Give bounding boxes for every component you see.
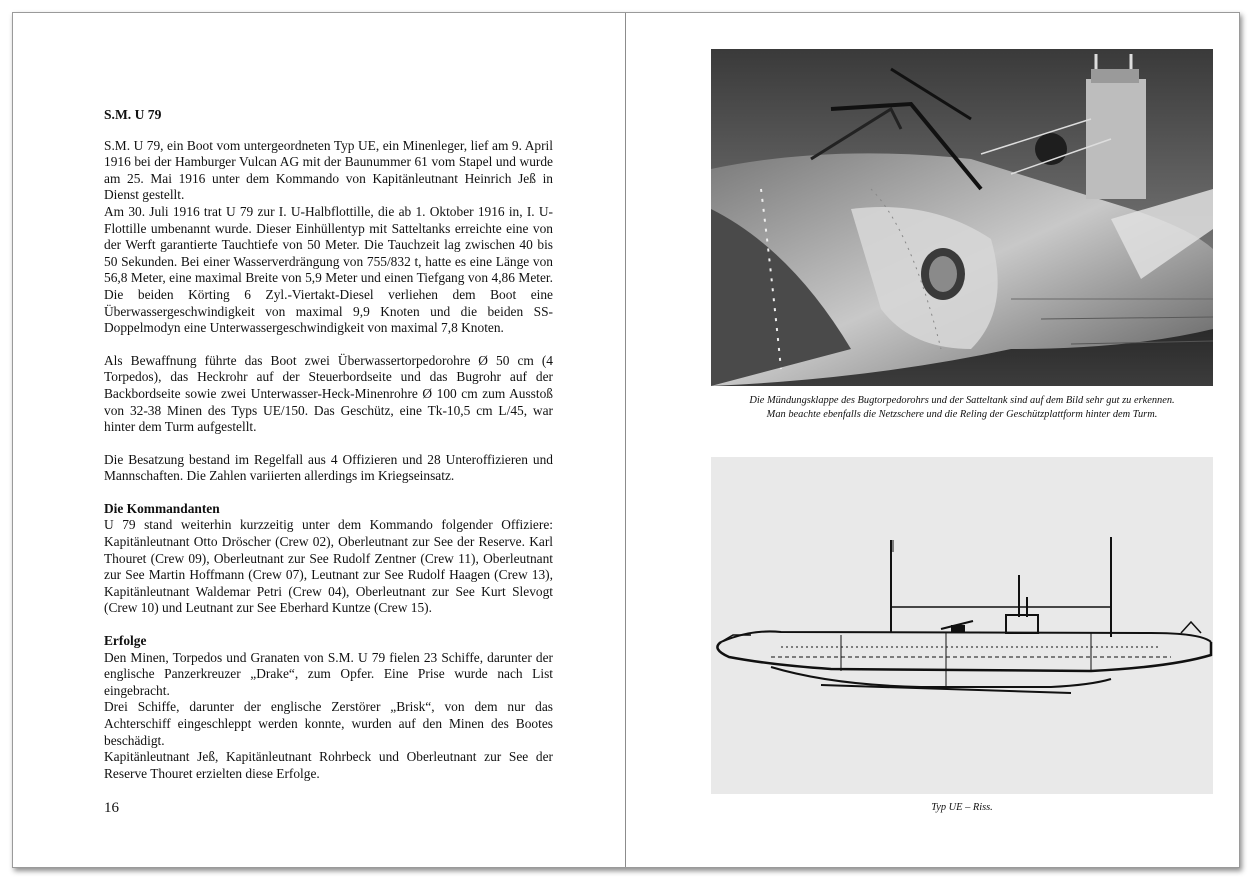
right-page (626, 13, 1239, 867)
paragraph-intro: S.M. U 79, ein Boot vom untergeordneten Typ UE, ein Minenleger, lief am 9. April 1916 bei der Hamburger Vulcan AG mit der Baunummer 61 vom Stapel und wurde am 25. Mai 1916 unter dem Kommando von Kapitänleutnant Heinrich Jeß in Dienst gestellt. (104, 137, 553, 203)
submarine-profile-drawing (711, 457, 1213, 794)
photo-caption (711, 394, 1213, 422)
paragraph-specs: Am 30. Juli 1916 trat U 79 zur I. U-Halbflottille, die ab 1. Oktober 1916 in, I. U-Flottille umbenannt wurde. Dieser Einhüllentyp mit Satteltanks erreichte eine von der Werft garantierte Tauchtiefe von 50 Meter. Die Tauchzeit lag zwischen 40 bis 50 Sekunden. Bei einer Wasserverdrängung von 755/832 t, hatte es eine Länge von 56,8 Meter, eine maximal Breite von 5,9 Meter und einen Tiefgang von 4,86 Meter. Die beiden Körting 6 Zyl.-Viertakt-Diesel verliehen dem Boot eine Überwassergeschwindigkeit von maximal 9,9 Knoten und die beiden SS-Doppelmodyn eine Unterwassergeschwindigkeit von maximal 7,8 Knoten. (104, 203, 553, 336)
paragraph-kommandanten: U 79 stand weiterhin kurzzeitig unter dem Kommando folgender Offiziere: Kapitänleutnant Otto Dröscher (Crew 02), Oberleutnant zur See der Reserve. Karl Thouret (Crew 09), Oberleutnant zur See Rudolf Zentner (Crew 11), Oberleutnant zur See Martin Hoffmann (Crew 07), Leutnant zur See Rudolf Haagen (Crew 13), Kapitänleutnant Waldemar Petri (Crew 04), Oberleutnant zur See Kurt Slevogt (Crew 10) und Leutnant zur See Eberhard Kuntze (Crew 15). (104, 517, 553, 616)
article-text (104, 107, 553, 782)
paragraph-erfolge-3: Kapitänleutnant Jeß, Kapitänleutnant Rohrbeck und Oberleutnant zur See der Reserve Thouret erzielten diese Erfolge. (104, 749, 553, 781)
paragraph-erfolge-2: Drei Schiffe, darunter der englische Zerstörer „Brisk“, von dem nur das Achterschiff eingeschleppt werden konnte, wurden auf den Minen des Bootes beschädigt. (104, 699, 553, 748)
submarine-bow-photo (711, 49, 1213, 386)
paragraph-crew: Die Besatzung bestand im Regelfall aus 4 Offizieren und 28 Unteroffizieren und Mannschaften. Die Zahlen variierten allerdings im Kriegseinsatz. (104, 451, 553, 484)
book-spread (12, 12, 1240, 868)
photo-caption-line-2: Man beachte ebenfalls die Netzschere und die Reling der Geschützplattform hinter dem Turm. (766, 409, 1158, 420)
paragraph-armament: Als Bewaffnung führte das Boot zwei Überwassertorpedorohre Ø 50 cm (4 Torpedos), das Heckrohr auf der Steuerbordseite und das Bugrohr auf der Backbordseite sowie zwei Unterwasser-Heck-Minenrohre Ø 100 cm zum Ausstoß von 32-38 Minen des Typs UE/150. Das Geschütz, eine Tk-10,5 cm L/45, war hinter dem Turm aufgestellt. (104, 352, 553, 435)
section-heading-kommandanten: Die Kommandanten (104, 500, 220, 516)
drawing-caption: Typ UE – Riss. (931, 802, 993, 813)
article-heading: S.M. U 79 (104, 107, 162, 122)
section-heading-erfolge: Erfolge (104, 633, 147, 649)
page-number: 16 (104, 800, 119, 816)
photo-caption-line-1: Die Mündungsklappe des Bugtorpedorohrs und der Satteltank sind auf dem Bild sehr gut zu erkennen. (749, 395, 1175, 406)
paragraph-erfolge-1: Den Minen, Torpedos und Granaten von S.M. U 79 fielen 23 Schiffe, darunter der englische Panzerkreuzer „Drake“, zum Opfer. Eine Prise wurde nach List eingebracht. (104, 649, 553, 698)
left-page (13, 13, 626, 867)
